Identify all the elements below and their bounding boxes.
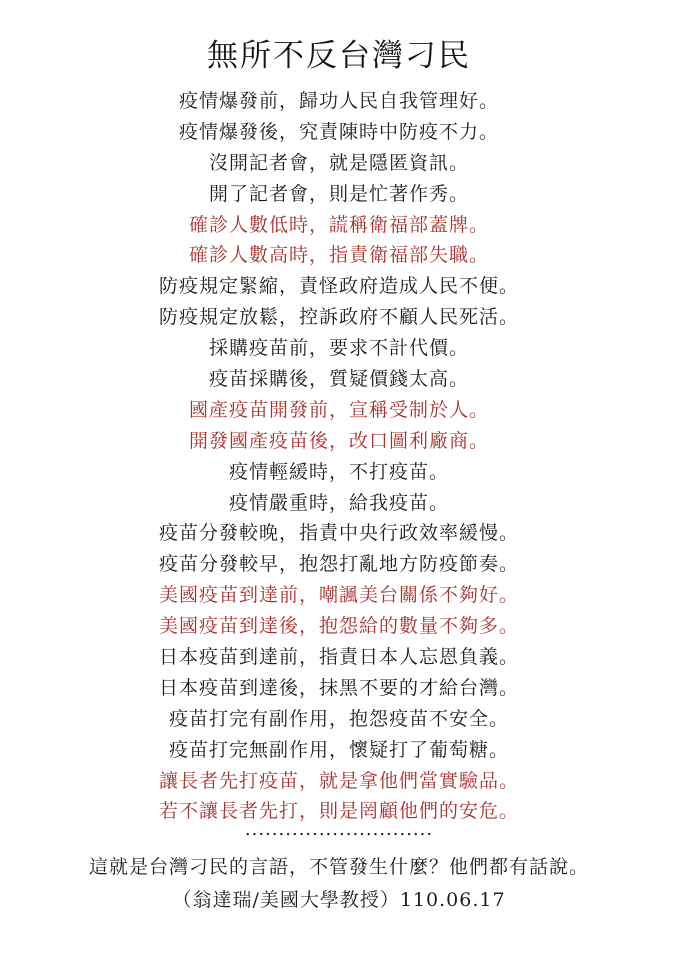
- poem-line: 疫苗打完有副作用，抱怨疫苗不安全。: [168, 707, 509, 730]
- poem-line: 讓長者先打疫苗，就是拿他們當實驗品。: [158, 769, 519, 792]
- poem-line: 疫情爆發後，究責陳時中防疫不力。: [178, 120, 499, 143]
- poem-line: 沒開記者會，就是隱匿資訊。: [208, 151, 469, 174]
- poem-line: 開了記者會，則是忙著作秀。: [208, 182, 469, 205]
- poem-line: 確診人數低時，謊稱衛福部蓋牌。: [188, 213, 489, 236]
- poem-line: 開發國產疫苗後，改口圖利廠商。: [188, 429, 489, 452]
- poem-line: 疫苗採購後，質疑價錢太高。: [208, 368, 469, 391]
- poem-line: 若不讓長者先打，則是罔顧他們的安危。: [158, 800, 519, 823]
- poem-line: 疫苗分發較早，抱怨打亂地方防疫節奏。: [158, 553, 519, 576]
- poem-line: 疫情爆發前，歸功人民自我管理好。: [178, 90, 499, 112]
- poem-line: 疫苗分發較晚，指責中央行政效率緩慢。: [158, 522, 519, 545]
- poem-line: 防疫規定放鬆，控訴政府不顧人民死活。: [158, 306, 519, 329]
- poem-line: 疫苗打完無副作用，懷疑打了葡萄糖。: [168, 738, 509, 761]
- poem-line: 日本疫苗到達前，指責日本人忘恩負義。: [158, 646, 519, 669]
- poem-line: 防疫規定緊縮，責怪政府造成人民不便。: [158, 275, 519, 298]
- poem-line: 疫情嚴重時，給我疫苗。: [228, 491, 449, 514]
- poem-line: 國產疫苗開發前，宣稱受制於人。: [188, 398, 489, 421]
- poem-lines: [0, 86, 678, 827]
- poem-line: 疫情輕緩時，不打疫苗。: [228, 460, 449, 483]
- poem-line: 採購疫苗前，要求不計代價。: [208, 337, 469, 360]
- document-title: 無所不反台灣刁民: [207, 38, 471, 74]
- poem-line: 日本疫苗到達後，抹黑不要的才給台灣。: [158, 676, 519, 699]
- summary-line: 這就是台灣刁民的言語，不管發生什麼？他們都有話說。: [88, 856, 589, 878]
- poem-line: 確診人數高時，指責衛福部失職。: [188, 244, 489, 267]
- author-attribution: （翁達瑞/美國大學教授）110.06.17: [172, 889, 506, 911]
- poem-line: 美國疫苗到達前，嘲諷美台關係不夠好。: [158, 584, 519, 607]
- poem-line: 美國疫苗到達後，抱怨給的數量不夠多。: [158, 615, 519, 638]
- dotted-divider: ............................: [244, 819, 434, 840]
